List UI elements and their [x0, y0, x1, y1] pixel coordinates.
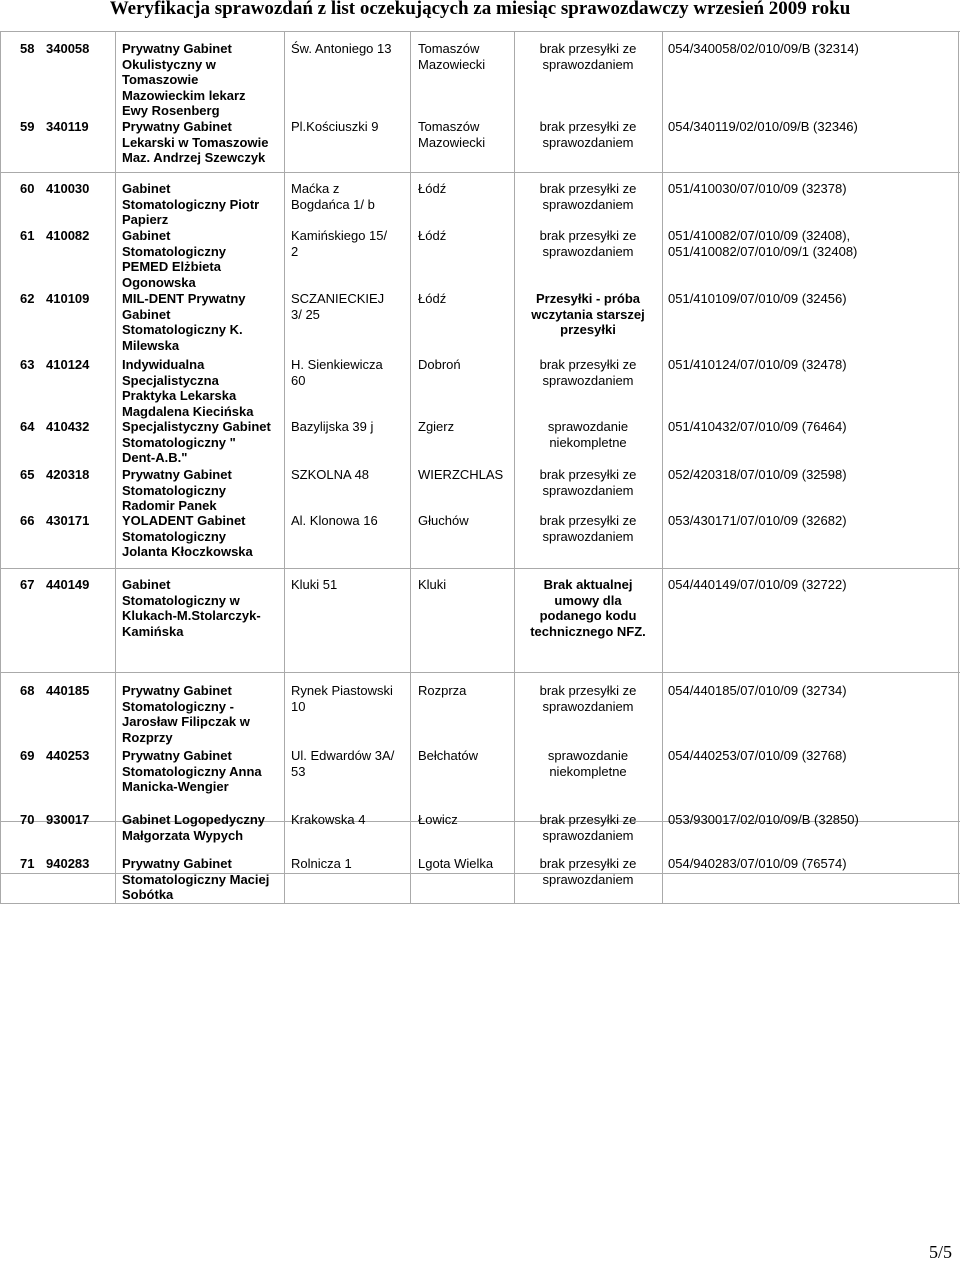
- report-reference: 052/420318/07/010/09 (32598): [668, 467, 847, 482]
- report-reference: 054/440149/07/010/09 (32722): [668, 577, 847, 592]
- verification-table: [0, 31, 960, 903]
- row-number: 62: [20, 291, 35, 306]
- provider-city: Głuchów: [418, 513, 469, 528]
- row-number: 69: [20, 748, 35, 763]
- table-column-border: [958, 31, 959, 903]
- provider-address: Św. Antoniego 13: [291, 41, 392, 56]
- row-number: 65: [20, 467, 35, 482]
- provider-address: Pl.Kościuszki 9: [291, 119, 379, 134]
- table-row-border: [0, 903, 960, 904]
- provider-city: Łódź: [418, 228, 447, 243]
- provider-address: Bazylijska 39 j: [291, 419, 374, 434]
- table-column-border: [410, 31, 411, 903]
- report-reference: 054/340058/02/010/09/B (32314): [668, 41, 859, 56]
- verification-status: sprawozdanie niekompletne: [547, 419, 629, 450]
- provider-name: MIL-DENT Prywatny Gabinet Stomatologiczny K. Milewska: [122, 291, 246, 353]
- provider-code: 930017: [46, 812, 90, 827]
- row-number: 70: [20, 812, 35, 827]
- provider-code: 440185: [46, 683, 90, 698]
- report-reference: 051/410124/07/010/09 (32478): [668, 357, 847, 372]
- provider-address: Al. Klonowa 16: [291, 513, 378, 528]
- table-column-border: [514, 31, 515, 903]
- provider-name: Prywatny Gabinet Stomatologiczny Maciej Sobótka: [122, 856, 270, 902]
- provider-name: YOLADENT Gabinet Stomatologiczny Jolanta Kłoczkowska: [122, 513, 253, 559]
- provider-city: Dobroń: [418, 357, 461, 372]
- provider-code: 440149: [46, 577, 90, 592]
- provider-name: Prywatny Gabinet Stomatologiczny Radomir Panek: [122, 467, 232, 513]
- provider-city: Kluki: [418, 577, 447, 592]
- report-reference: 054/440253/07/010/09 (32768): [668, 748, 847, 763]
- row-number: 71: [20, 856, 35, 871]
- page-title: Weryfikacja sprawozdań z list oczekujących za miesiąc sprawozdawczy wrzesień 2009 roku: [109, 0, 851, 19]
- provider-name: Gabinet Stomatologiczny PEMED Elżbieta Ogonowska: [122, 228, 227, 290]
- report-reference: 054/440185/07/010/09 (32734): [668, 683, 847, 698]
- verification-status: brak przesyłki ze sprawozdaniem: [539, 683, 637, 714]
- provider-address: Rynek Piastowski 10: [291, 683, 393, 714]
- table-column-border: [662, 31, 663, 903]
- provider-name: Gabinet Stomatologiczny w Klukach-M.Stolarczyk- Kamińska: [122, 577, 261, 639]
- provider-address: Maćka z Bogdańca 1/ b: [291, 181, 375, 212]
- provider-address: SCZANIECKIEJ 3/ 25: [291, 291, 385, 322]
- provider-city: Rozprza: [418, 683, 467, 698]
- verification-status: brak przesyłki ze sprawozdaniem: [539, 856, 637, 887]
- provider-name: Gabinet Stomatologiczny Piotr Papierz: [122, 181, 260, 227]
- report-reference: 051/410082/07/010/09 (32408), 051/410082/07/010/09/1 (32408): [668, 228, 858, 259]
- provider-name: Indywidualna Specjalistyczna Praktyka Lekarska Magdalena Kiecińska: [122, 357, 254, 419]
- provider-code: 340119: [46, 119, 89, 134]
- provider-city: Bełchatów: [418, 748, 478, 763]
- report-reference: 054/940283/07/010/09 (76574): [668, 856, 847, 871]
- provider-city: Lgota Wielka: [418, 856, 494, 871]
- report-reference: 051/410109/07/010/09 (32456): [668, 291, 847, 306]
- provider-address: Rolnicza 1: [291, 856, 352, 871]
- page-number: 5/5: [928, 1242, 952, 1262]
- table-row-border: [0, 672, 960, 673]
- row-number: 67: [20, 577, 35, 592]
- row-number: 60: [20, 181, 35, 196]
- provider-code: 940283: [46, 856, 90, 871]
- row-number: 58: [20, 41, 35, 56]
- provider-name: Prywatny Gabinet Lekarski w Tomaszowie Maz. Andrzej Szewczyk: [122, 119, 269, 165]
- provider-code: 410432: [46, 419, 90, 434]
- report-reference: 053/430171/07/010/09 (32682): [668, 513, 847, 528]
- verification-status: brak przesyłki ze sprawozdaniem: [539, 228, 637, 259]
- provider-city: Łowicz: [418, 812, 458, 827]
- provider-code: 410109: [46, 291, 90, 306]
- verification-status: Brak aktualnej umowy dla podanego kodu technicznego NFZ.: [530, 577, 646, 639]
- provider-city: Zgierz: [418, 419, 455, 434]
- row-number: 68: [20, 683, 35, 698]
- provider-name: Specjalistyczny Gabinet Stomatologiczny " Dent-A.B.": [122, 419, 271, 465]
- provider-name: Prywatny Gabinet Stomatologiczny Anna Manicka-Wengier: [122, 748, 262, 794]
- verification-status: brak przesyłki ze sprawozdaniem: [539, 41, 637, 72]
- provider-city: Tomaszów Mazowiecki: [418, 41, 486, 72]
- table-column-border: [284, 31, 285, 903]
- table-row-border: [0, 568, 960, 569]
- verification-status: sprawozdanie niekompletne: [547, 748, 629, 779]
- provider-name: Prywatny Gabinet Okulistyczny w Tomaszowie Mazowieckim lekarz Ewy Rosenberg: [122, 41, 246, 118]
- verification-status: brak przesyłki ze sprawozdaniem: [539, 357, 637, 388]
- provider-city: WIERZCHLAS: [418, 467, 504, 482]
- verification-status: brak przesyłki ze sprawozdaniem: [539, 181, 637, 212]
- provider-code: 420318: [46, 467, 90, 482]
- provider-city: Łódź: [418, 181, 447, 196]
- provider-name: Gabinet Logopedyczny Małgorzata Wypych: [122, 812, 266, 843]
- provider-code: 410124: [46, 357, 90, 372]
- row-number: 61: [20, 228, 35, 243]
- report-reference: 051/410432/07/010/09 (76464): [668, 419, 847, 434]
- report-reference: 053/930017/02/010/09/B (32850): [668, 812, 859, 827]
- provider-code: 340058: [46, 41, 90, 56]
- provider-city: Łódź: [418, 291, 447, 306]
- table-row-border: [0, 172, 960, 173]
- verification-status: brak przesyłki ze sprawozdaniem: [539, 119, 637, 150]
- provider-code: 410030: [46, 181, 90, 196]
- report-reference: 054/340119/02/010/09/B (32346): [668, 119, 858, 134]
- provider-code: 440253: [46, 748, 90, 763]
- verification-status: brak przesyłki ze sprawozdaniem: [539, 812, 637, 843]
- row-number: 64: [20, 419, 35, 434]
- provider-code: 430171: [46, 513, 90, 528]
- table-column-border: [0, 31, 1, 903]
- provider-address: Kamińskiego 15/ 2: [291, 228, 388, 259]
- provider-name: Prywatny Gabinet Stomatologiczny - Jarosław Filipczak w Rozprzy: [122, 683, 250, 745]
- provider-address: Krakowska 4: [291, 812, 366, 827]
- provider-address: Ul. Edwardów 3A/ 53: [291, 748, 395, 779]
- verification-status: brak przesyłki ze sprawozdaniem: [539, 513, 637, 544]
- row-number: 59: [20, 119, 35, 134]
- provider-address: SZKOLNA 48: [291, 467, 370, 482]
- report-reference: 051/410030/07/010/09 (32378): [668, 181, 847, 196]
- verification-status: brak przesyłki ze sprawozdaniem: [539, 467, 637, 498]
- provider-code: 410082: [46, 228, 90, 243]
- provider-address: H. Sienkiewicza 60: [291, 357, 383, 388]
- provider-city: Tomaszów Mazowiecki: [418, 119, 486, 150]
- table-row-border: [0, 31, 960, 32]
- row-number: 63: [20, 357, 35, 372]
- verification-status: Przesyłki - próba wczytania starszej przesyłki: [531, 291, 645, 337]
- provider-address: Kluki 51: [291, 577, 338, 592]
- table-column-border: [115, 31, 116, 903]
- row-number: 66: [20, 513, 35, 528]
